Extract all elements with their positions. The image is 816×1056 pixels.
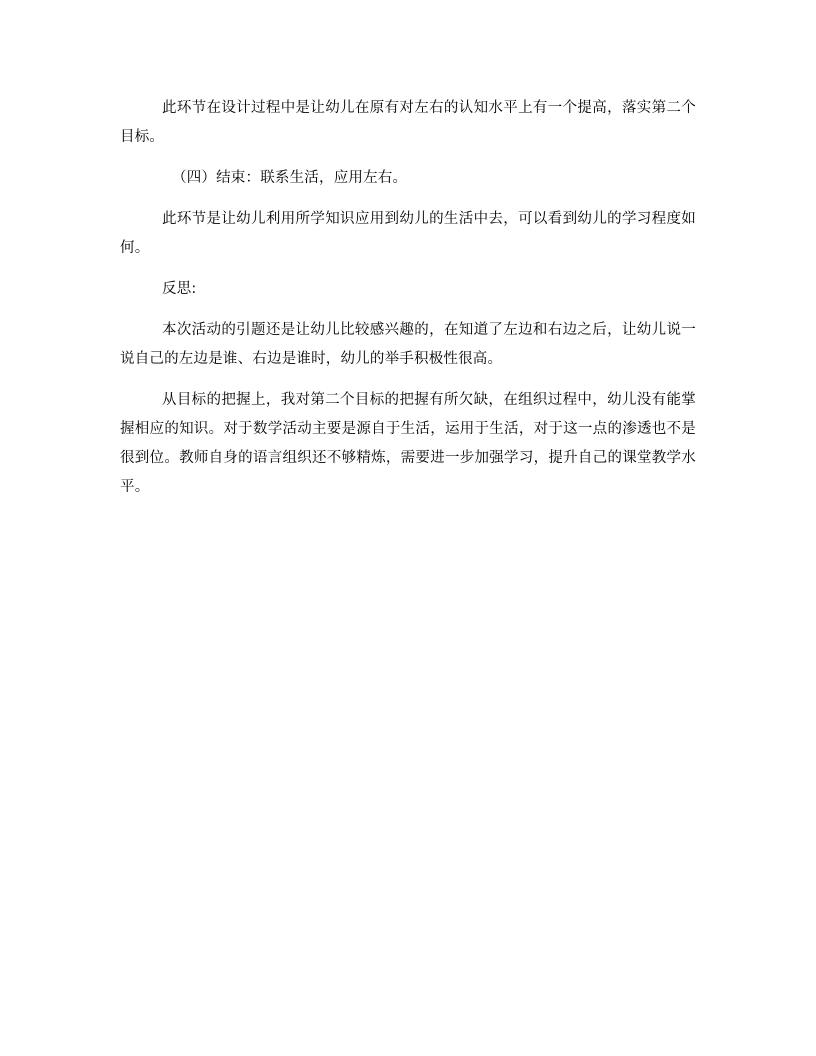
- paragraph-reflection-intro: 本次活动的引题还是让幼儿比较感兴趣的，在知道了左边和右边之后，让幼儿说一说自己的左边是谁、右边是谁时，幼儿的举手积极性很高。: [120, 322, 696, 367]
- paragraph-summary-conclusion: 此环节是让幼儿利用所学知识应用到幼儿的生活中去，可以看到幼儿的学习程度如何。: [120, 211, 696, 256]
- document-body: [120, 94, 696, 514]
- section-heading-conclusion: （四）结束：联系生活，应用左右。: [172, 170, 408, 186]
- paragraph-summary-step-three: 此环节在设计过程中是让幼儿在原有对左右的认知水平上有一个提高，落实第二个目标。: [120, 100, 696, 145]
- paragraph-reflection-goals: 从目标的把握上，我对第二个目标的把握有所欠缺，在组织过程中，幼儿没有能掌握相应的知识。对于数学活动主要是源自于生活，运用于生活，对于这一点的渗透也不是很到位。教师自身的语言组织还不够精炼，需要进一步加强学习，提升自己的课堂教学水平。: [120, 392, 696, 495]
- reflection-heading: 反思:: [162, 281, 197, 297]
